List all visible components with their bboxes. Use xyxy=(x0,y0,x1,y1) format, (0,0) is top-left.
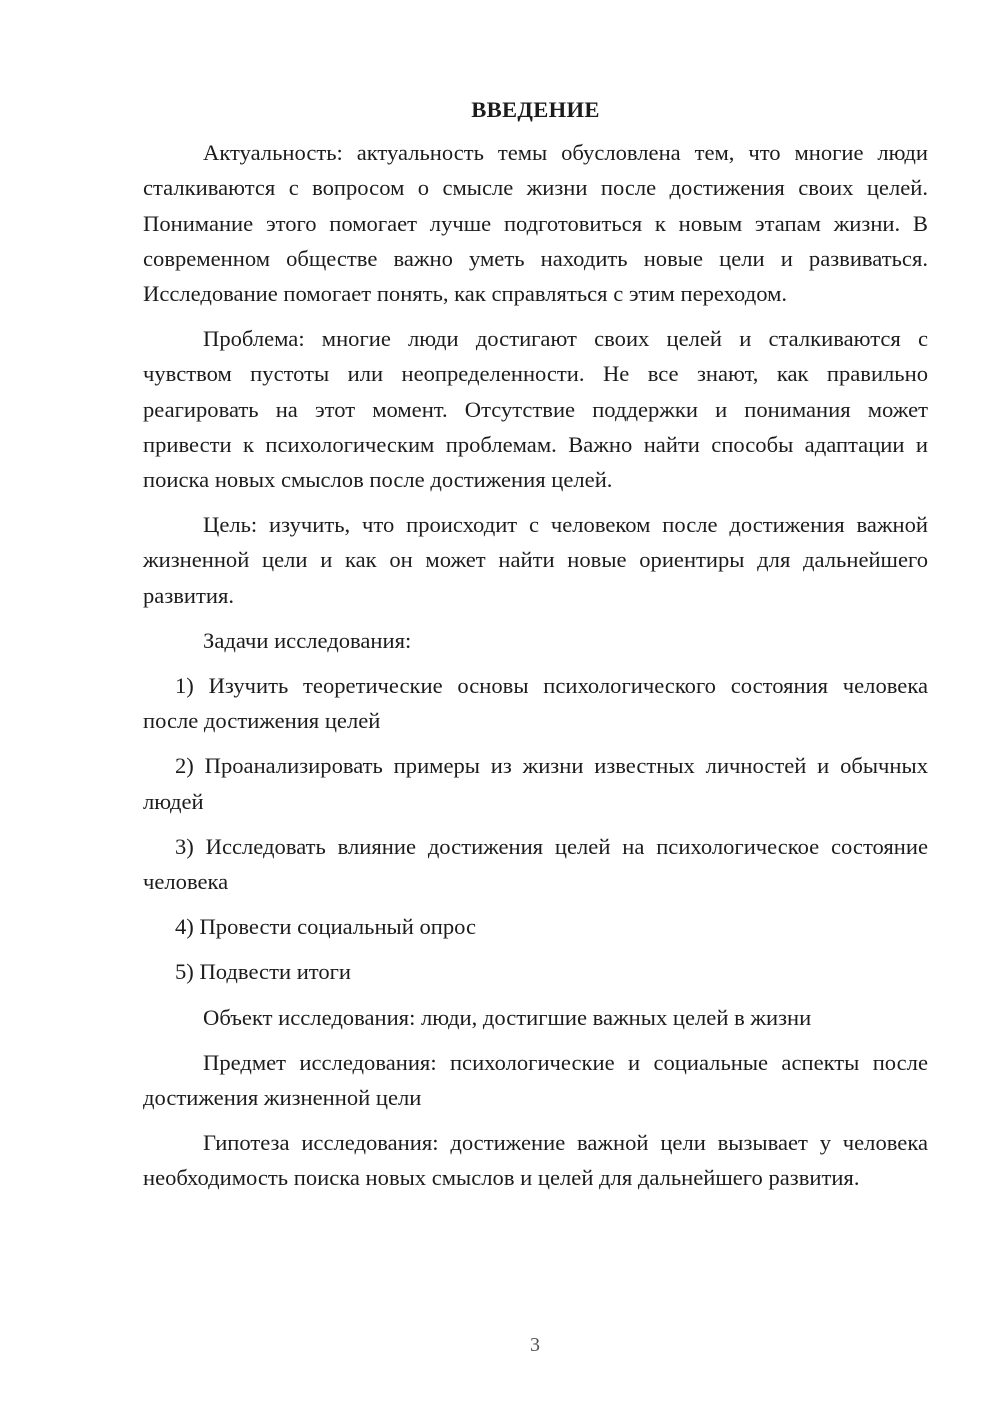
task-item-5: 5) Подвести итоги xyxy=(175,959,352,985)
paragraph-subject: Предмет исследования: психологические и социальные аспекты после достижения жизненной цели xyxy=(143,1049,928,1111)
paragraph-object: Объект исследования: люди, достигшие важных целей в жизни xyxy=(203,1004,812,1030)
task-item-3: 3) Исследовать влияние достижения целей на психологическое состояние человека xyxy=(143,833,928,895)
paragraph-hypothesis: Гипотеза исследования: достижение важной цели вызывает у человека необходимость поиска новых смыслов и целей для дальнейшего развития. xyxy=(143,1130,928,1191)
paragraph-relevance: Актуальность: актуальность темы обусловлена тем, что многие люди сталкиваются с вопросом о смысле жизни после достижения своих целей. Понимание этого помогает лучше подготовиться к новым этапам жизни. В современном обществе важно уметь находить новые цели и развиваться. Исследование помогает понять, как справляться с этим переходом. xyxy=(143,140,928,307)
task-item-2: 2) Проанализировать примеры из жизни известных личностей и обычных людей xyxy=(143,753,928,814)
paragraph-problem: Проблема: многие люди достигают своих целей и сталкиваются с чувством пустоты или неопределенности. Не все знают, как правильно реагировать на этот момент. Отсутствие поддержки и понимания может привести к психологическим проблемам. Важно найти способы адаптации и поиска новых смыслов после достижения целей. xyxy=(143,326,928,493)
paragraph-tasks-heading: Задачи исследования: xyxy=(203,627,412,653)
task-item-4: 4) Провести социальный опрос xyxy=(175,914,477,940)
page-title: ВВЕДЕНИЕ xyxy=(471,97,600,122)
task-item-1: 1) Изучить теоретические основы психологического состояния человека после достижения целей xyxy=(143,673,928,734)
page-number: 3 xyxy=(530,1334,540,1356)
paragraph-goal: Цель: изучить, что происходит с человеком после достижения важной жизненной цели и как он может найти новые ориентиры для дальнейшего развития. xyxy=(143,512,928,608)
page-content xyxy=(143,92,928,1206)
